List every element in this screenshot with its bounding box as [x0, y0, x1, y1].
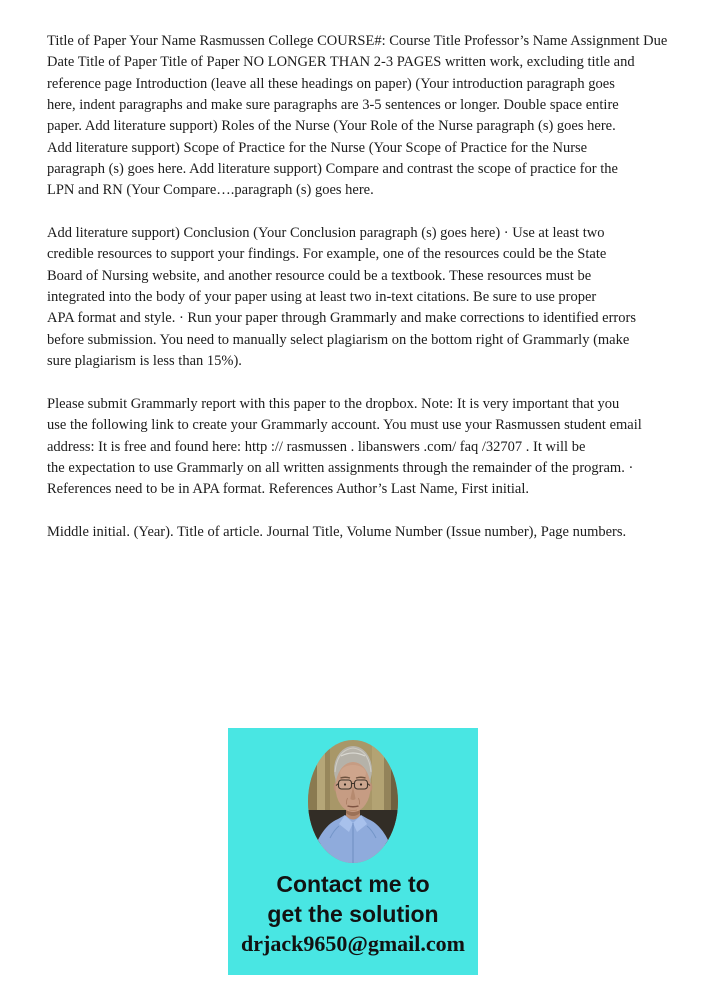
text-line: paragraph (s) goes here. Add literature support) Compare and contrast the scope of practice for the	[47, 161, 618, 178]
text-line: Add literature support) Conclusion (Your Conclusion paragraph (s) goes here) · Use at least two	[47, 225, 605, 242]
text-line: Date Title of Paper Title of Paper NO LONGER THAN 2-3 PAGES written work, excluding title and	[47, 54, 635, 71]
text-line: APA format and style. · Run your paper through Grammarly and make corrections to identified errors	[47, 310, 636, 327]
text-line: here, indent paragraphs and make sure paragraphs are 3-5 sentences or longer. Double space entire	[47, 97, 619, 114]
text-line: paper. Add literature support) Roles of the Nurse (Your Role of the Nurse paragraph (s) goes here.	[47, 118, 616, 135]
text-line: Board of Nursing website, and another resource could be a textbook. These resources must be	[47, 267, 592, 284]
text-line: Middle initial. (Year). Title of article. Journal Title, Volume Number (Issue number), Page numbers.	[47, 523, 627, 540]
contact-banner	[228, 728, 478, 975]
paragraph-2	[47, 223, 672, 372]
consultant-photo	[308, 740, 398, 863]
paragraph-1	[47, 31, 672, 202]
text-line: Title of Paper Your Name Rasmussen College COURSE#: Course Title Professor’s Name Assignment Due	[47, 33, 668, 49]
text-line: LPN and RN (Your Compare….paragraph (s) goes here.	[47, 182, 374, 199]
banner-email: drjack9650@gmail.com	[241, 931, 465, 956]
portrait-illustration	[308, 740, 398, 863]
banner-line-1: Contact me to	[276, 871, 430, 897]
text-line: sure plagiarism is less than 15%).	[47, 353, 242, 370]
text-line: integrated into the body of your paper using at least two in-text citations. Be sure to use proper	[47, 289, 597, 306]
paragraph-4	[47, 522, 672, 543]
text-line: Add literature support) Scope of Practice for the Nurse (Your Scope of Practice for the Nurse	[47, 139, 588, 156]
text-line: reference page Introduction (leave all these headings on paper) (Your introduction paragraph goes	[47, 75, 615, 92]
text-line: use the following link to create your Grammarly account. You must use your Rasmussen student email	[47, 417, 642, 434]
text-line: the expectation to use Grammarly on all written assignments through the remainder of the program. ·	[47, 459, 634, 476]
text-line: credible resources to support your findings. For example, one of the resources could be the State	[47, 246, 607, 263]
document-text	[47, 31, 672, 565]
text-line: before submission. You need to manually select plagiarism on the bottom right of Grammarly (make	[47, 331, 630, 348]
text-line: Please submit Grammarly report with this paper to the dropbox. Note: It is very important that you	[47, 395, 620, 412]
text-line: address: It is free and found here: http :// rasmussen . libanswers .com/ faq /32707 . It will be	[47, 438, 586, 455]
banner-headline	[228, 869, 478, 929]
banner-line-2: get the solution	[267, 901, 439, 927]
text-line: References need to be in APA format. References Author’s Last Name, First initial.	[47, 481, 530, 498]
paragraph-3	[47, 394, 672, 501]
